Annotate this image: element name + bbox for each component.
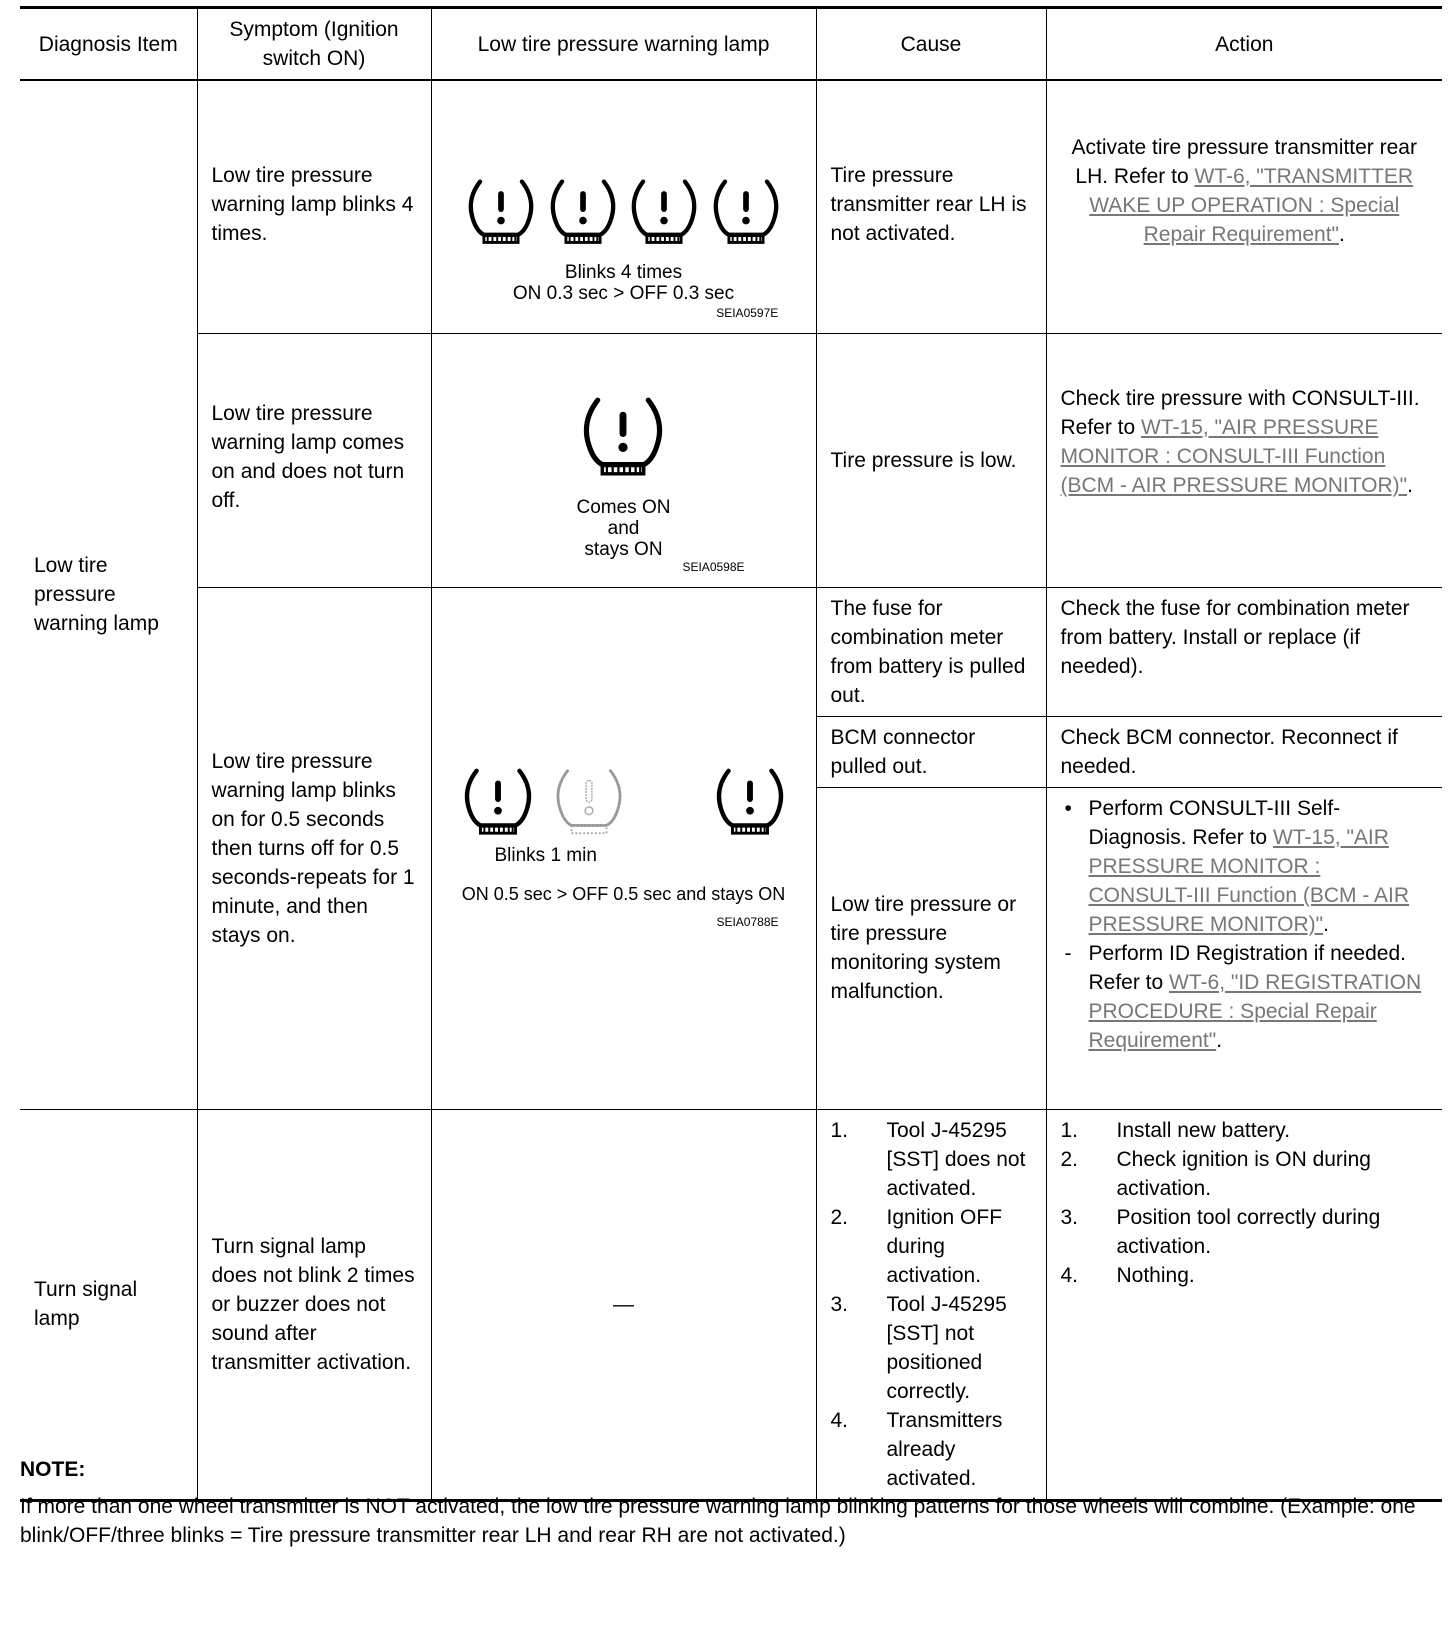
action-cell [1046,80,1442,333]
tire-pressure-warning-icon [459,763,537,841]
table-row [20,587,1442,716]
note-title: NOTE: [20,1458,86,1481]
figure-caption: stays ON [584,538,663,560]
action-text: Check tire pressure with CONSULT-III. Refer to [1060,386,1420,439]
action-link-transmitter-wake-up[interactable]: WT-6, "TRANSMITTER WAKE UP OPERATION : Special Repair Requirement" [1089,165,1414,246]
tire-pressure-warning-icon [545,174,621,250]
list-item [831,1116,1032,1203]
list-text: Position tool correctly during activation. [1116,1205,1381,1258]
lamp-figure-blinks-1-min [459,763,789,929]
action-text-end: . [1216,1028,1223,1052]
list-item [1061,1203,1429,1261]
action-link-id-registration[interactable]: WT-6, "ID REGISTRATION PROCEDURE : Special Repair Requirement" [1088,970,1422,1052]
cause-list [831,1116,1032,1493]
list-text: Ignition OFF during activation. [886,1205,1003,1287]
list-number: 2. [1060,1147,1079,1171]
cause-cell: BCM connector pulled out. [816,716,1046,787]
list-item [1061,1145,1429,1203]
diagnosis-table [20,6,1442,1502]
tire-pressure-warning-icon [708,174,784,250]
list-item [831,1290,1032,1406]
cause-cell: Tire pressure is low. [816,333,1046,587]
list-item [1061,1116,1429,1145]
lamp-figure-cell [431,587,816,1109]
action-cell: Check the fuse for combination meter from battery. Install or replace (if needed). [1046,587,1442,716]
symptom-cell: Low tire pressure warning lamp comes on and does not turn off. [197,333,431,587]
action-text: Perform CONSULT-III Self-Diagnosis. Refer to [1088,796,1341,849]
action-cell: Check BCM connector. Reconnect if needed. [1046,716,1442,787]
action-list [1061,794,1429,1055]
table-row [20,80,1442,333]
symptom-cell: Low tire pressure warning lamp blinks 4 times. [197,80,431,333]
tire-pressure-warning-icon [463,174,539,250]
lamp-figure-cell [431,80,816,333]
list-number: 1. [830,1118,849,1142]
list-text: Tool J-45295 [SST] not positioned correctly. [886,1292,1007,1403]
list-text: Check ignition is ON during activation. [1116,1147,1371,1200]
list-number: 1. [1060,1118,1079,1142]
list-number: 3. [1060,1205,1079,1229]
diagnosis-item-cell: Turn signal lamp [20,1109,197,1500]
note-text: If more than one wheel transmitter is NOT activated, the low tire pressure warning lamp blinking patterns for those wheels will combine. (Example: one blink/OFF/three blinks = Tire pressure transmitter rear LH and rear RH are not activated.) [20,1495,1416,1547]
list-item [831,1406,1032,1493]
bullet-marker: - [1064,941,1072,965]
action-text: Perform ID Registration if needed. Refer to [1088,941,1406,994]
action-link-self-diagnosis[interactable]: WT-15, "AIR PRESSURE MONITOR : CONSULT-III Function (BCM - AIR PRESSURE MONITOR)" [1088,825,1410,936]
symptom-cell: Low tire pressure warning lamp blinks on for 0.5 seconds then turns off for 0.5 seconds-repeats for 1 minute, and then stays on. [197,587,431,1109]
action-cell [1046,787,1442,1109]
table-row [20,1109,1442,1500]
lamp-figure-comes-on [562,391,745,574]
list-item [1061,939,1429,1055]
list-number: 3. [830,1292,849,1316]
figure-code: SEIA0597E [716,305,779,320]
symptom-cell: Turn signal lamp does not blink 2 times or buzzer does not sound after transmitter activation. [197,1109,431,1500]
lamp-figure-cell [431,333,816,587]
cause-cell: Low tire pressure or tire pressure monitoring system malfunction. [816,787,1046,1109]
header-action: Action [1046,8,1442,81]
list-number: 4. [1060,1263,1079,1287]
bullet-marker: • [1064,796,1072,820]
action-cell [1046,1109,1442,1500]
figure-code: SEIA0598E [682,559,745,574]
tire-pressure-warning-icon [575,391,671,483]
table-header-row [20,8,1442,81]
list-item [831,1203,1032,1290]
table-row [20,333,1442,587]
tire-pressure-warning-icon [711,763,789,841]
action-text: Activate tire pressure transmitter rear LH. Refer to [1071,136,1417,188]
cause-cell: The fuse for combination meter from battery is pulled out. [816,587,1046,716]
list-text: Nothing. [1116,1263,1195,1287]
action-text-end: . [1339,223,1345,246]
action-text-end: . [1407,473,1413,497]
figure-code: SEIA0788E [716,914,779,929]
list-text: Tool J-45295 [SST] does not activated. [886,1118,1026,1200]
action-cell [1046,333,1442,587]
list-number: 2. [830,1205,849,1229]
header-symptom: Symptom (Ignition switch ON) [197,8,431,81]
header-cause: Cause [816,8,1046,81]
lamp-figure-blinks-4 [463,174,785,320]
header-lamp: Low tire pressure warning lamp [431,8,816,81]
tire-pressure-warning-icon [626,174,702,250]
tire-pressure-off-icon [550,763,628,841]
list-number: 4. [830,1408,849,1432]
diagnosis-item-cell: Low tire pressure warning lamp [20,80,197,1109]
cause-cell: Tire pressure transmitter rear LH is not activated. [816,80,1046,333]
figure-caption: Comes ON [576,496,671,518]
figure-caption: Blinks 4 times [564,261,683,283]
list-text: Install new battery. [1116,1118,1291,1142]
action-text-end: . [1323,912,1329,936]
action-list [1061,1116,1429,1290]
list-item [1061,1261,1429,1290]
cause-cell [816,1109,1046,1500]
figure-caption: ON 0.3 sec > OFF 0.3 sec [512,282,735,304]
header-diagnosis-item: Diagnosis Item [20,8,197,81]
figure-caption: and [607,517,640,539]
list-item [1061,794,1429,939]
action-link-air-pressure-monitor[interactable]: WT-15, "AIR PRESSURE MONITOR : CONSULT-III Function (BCM - AIR PRESSURE MONITOR)" [1060,415,1408,497]
figure-caption: ON 0.5 sec > OFF 0.5 sec and stays ON [461,883,786,904]
figure-caption: Blinks 1 min [494,844,597,866]
lamp-figure-cell: — [431,1109,816,1500]
list-text: Transmitters already activated. [886,1408,1003,1490]
